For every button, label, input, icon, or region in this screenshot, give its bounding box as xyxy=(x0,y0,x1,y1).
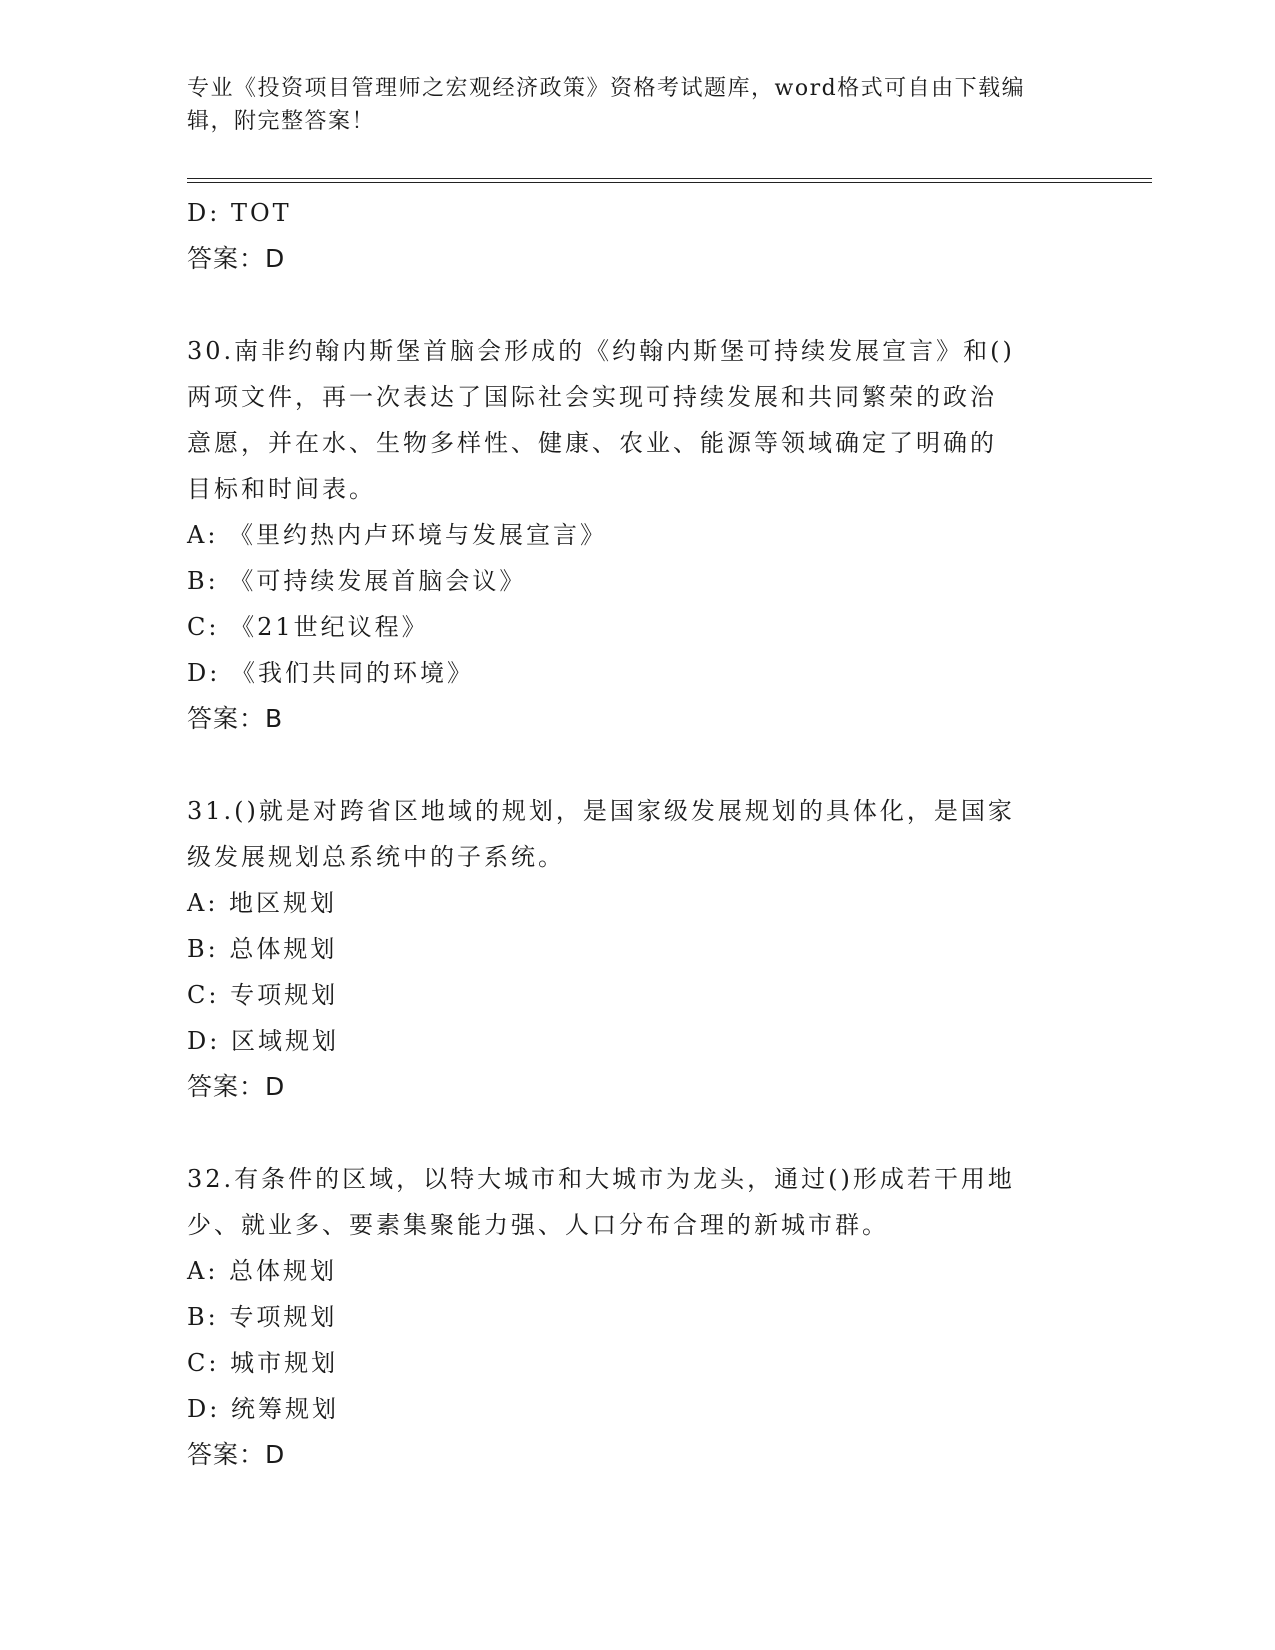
question-block xyxy=(187,328,1087,742)
answer-line: 答案：D xyxy=(187,1072,286,1101)
header-line-2: 辑，附完整答案！ xyxy=(187,109,376,134)
option-b: B: 《可持续发展首脑会议》 xyxy=(187,567,527,595)
question-line: 少、就业多、要素集聚能力强、人口分布合理的新城市群。 xyxy=(187,1211,889,1239)
option-b: B: 专项规划 xyxy=(187,1303,338,1331)
document-body xyxy=(187,190,1087,1524)
document-header xyxy=(187,72,1067,138)
option-d: D: 区域规划 xyxy=(187,1027,339,1055)
question-text xyxy=(187,328,1087,512)
question-text xyxy=(187,788,1087,880)
question-block xyxy=(187,1156,1087,1478)
question-line: 30.南非约翰内斯堡首脑会形成的《约翰内斯堡可持续发展宣言》和() xyxy=(187,337,1015,365)
answer-line: 答案：D xyxy=(187,244,286,273)
question-text xyxy=(187,1156,1087,1248)
question-line: 意愿，并在水、生物多样性、健康、农业、能源等领域确定了明确的 xyxy=(187,429,997,457)
question-line: 级发展规划总系统中的子系统。 xyxy=(187,843,565,871)
option-d: D: 《我们共同的环境》 xyxy=(187,659,474,687)
header-rule-bottom xyxy=(187,182,1152,183)
prev-question xyxy=(187,190,1087,282)
option-a: A: 《里约热内卢环境与发展宣言》 xyxy=(187,521,608,549)
option-c: C: 《21世纪议程》 xyxy=(187,613,429,641)
option-a: A: 地区规划 xyxy=(187,889,338,917)
question-block xyxy=(187,788,1087,1110)
answer-line: 答案：B xyxy=(187,704,284,733)
question-line: 31.()就是对跨省区地域的规划，是国家级发展规划的具体化，是国家 xyxy=(187,797,1015,825)
option-d: D: TOT xyxy=(187,199,292,227)
option-c: C: 专项规划 xyxy=(187,981,339,1009)
header-rule-top xyxy=(187,178,1152,179)
header-line-1: 专业《投资项目管理师之宏观经济政策》资格考试题库，word格式可自由下载编 xyxy=(187,76,1026,101)
option-c: C: 城市规划 xyxy=(187,1349,339,1377)
question-line: 两项文件，再一次表达了国际社会实现可持续发展和共同繁荣的政治 xyxy=(187,383,997,411)
option-b: B: 总体规划 xyxy=(187,935,338,963)
question-line: 32.有条件的区域，以特大城市和大城市为龙头，通过()形成若干用地 xyxy=(187,1165,1015,1193)
question-line: 目标和时间表。 xyxy=(187,475,376,503)
option-a: A: 总体规划 xyxy=(187,1257,338,1285)
answer-line: 答案：D xyxy=(187,1440,286,1469)
option-d: D: 统筹规划 xyxy=(187,1395,339,1423)
